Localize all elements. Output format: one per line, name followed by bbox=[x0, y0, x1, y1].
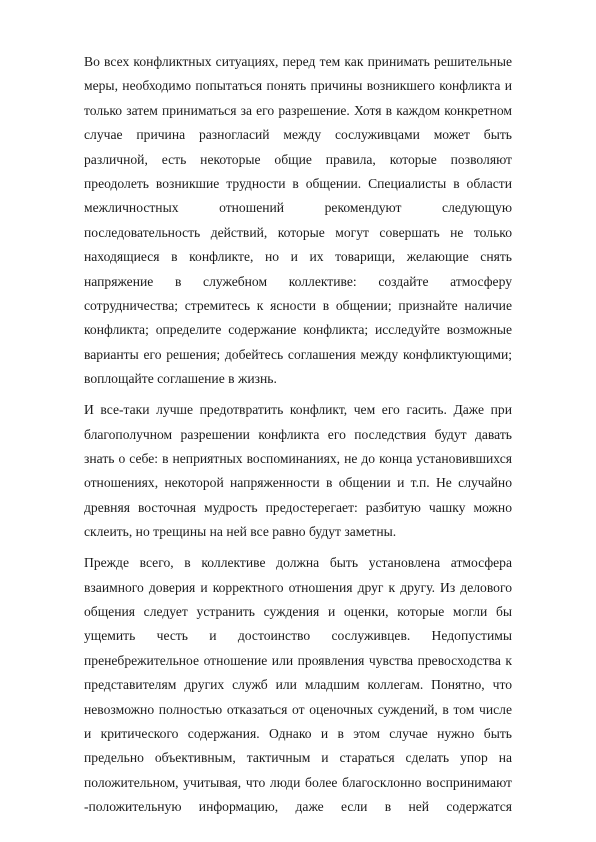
document-page bbox=[84, 50, 512, 820]
paragraph-conflict-resolution: Во всех конфликтных ситуациях, перед тем как принимать решительные меры, необходимо попытаться понять причины возникшего конфликта и только затем приниматься за его разрешение. Хотя в каждом конкретном случае причина разногласий между сослуживцами может быть различной, есть некоторые общие правила, которые позволяют преодолеть возникшие трудности в общении. Специалисты в области межличностных отношений рекомендуют следующую последовательность действий, которые могут совершать не только находящиеся в конфликте, но и их товарищи, желающие снять напряжение в служебном коллективе: создайте атмосферу сотрудничества; стремитесь к ясности в общении; признайте наличие конфликта; определите содержание конфликта; исследуйте возможные варианты его решения; добейтесь соглашения между конфликтующими; воплощайте соглашение в жизнь. bbox=[84, 54, 512, 387]
paragraph-conflict-prevention: И все-таки лучше предотвратить конфликт, чем его гасить. Даже при благополучном разрешении конфликта его последствия будут давать знать о себе: в неприятных воспоминаниях, не до конца установившихся отношениях, некоторой напряженности в общении и т.п. Не случайно древняя восточная мудрость предостерегает: разбитую чашку можно склеить, но трещины на ней все равно будут заметны. bbox=[84, 402, 512, 540]
paragraph-mutual-trust: Прежде всего, в коллективе должна быть установлена атмосфера взаимного доверия и корректного отношения друг к другу. Из делового общения следует устранить суждения и оценки, которые могли бы ущемить честь и достоинство сослуживцев. Недопустимы пренебрежительное отношение или проявления чувства превосходства к представителям других служб или младшим коллегам. Понятно, что невозможно полностью отказаться от оценочных суждений, в том числе и критического содержания. Однако и в этом случае нужно быть предельно объективным, тактичным и стараться сделать упор на положительном, учитывая, что люди более благосклонно воспринимают -положительную информацию, даже если в ней содержатся bbox=[84, 555, 512, 815]
